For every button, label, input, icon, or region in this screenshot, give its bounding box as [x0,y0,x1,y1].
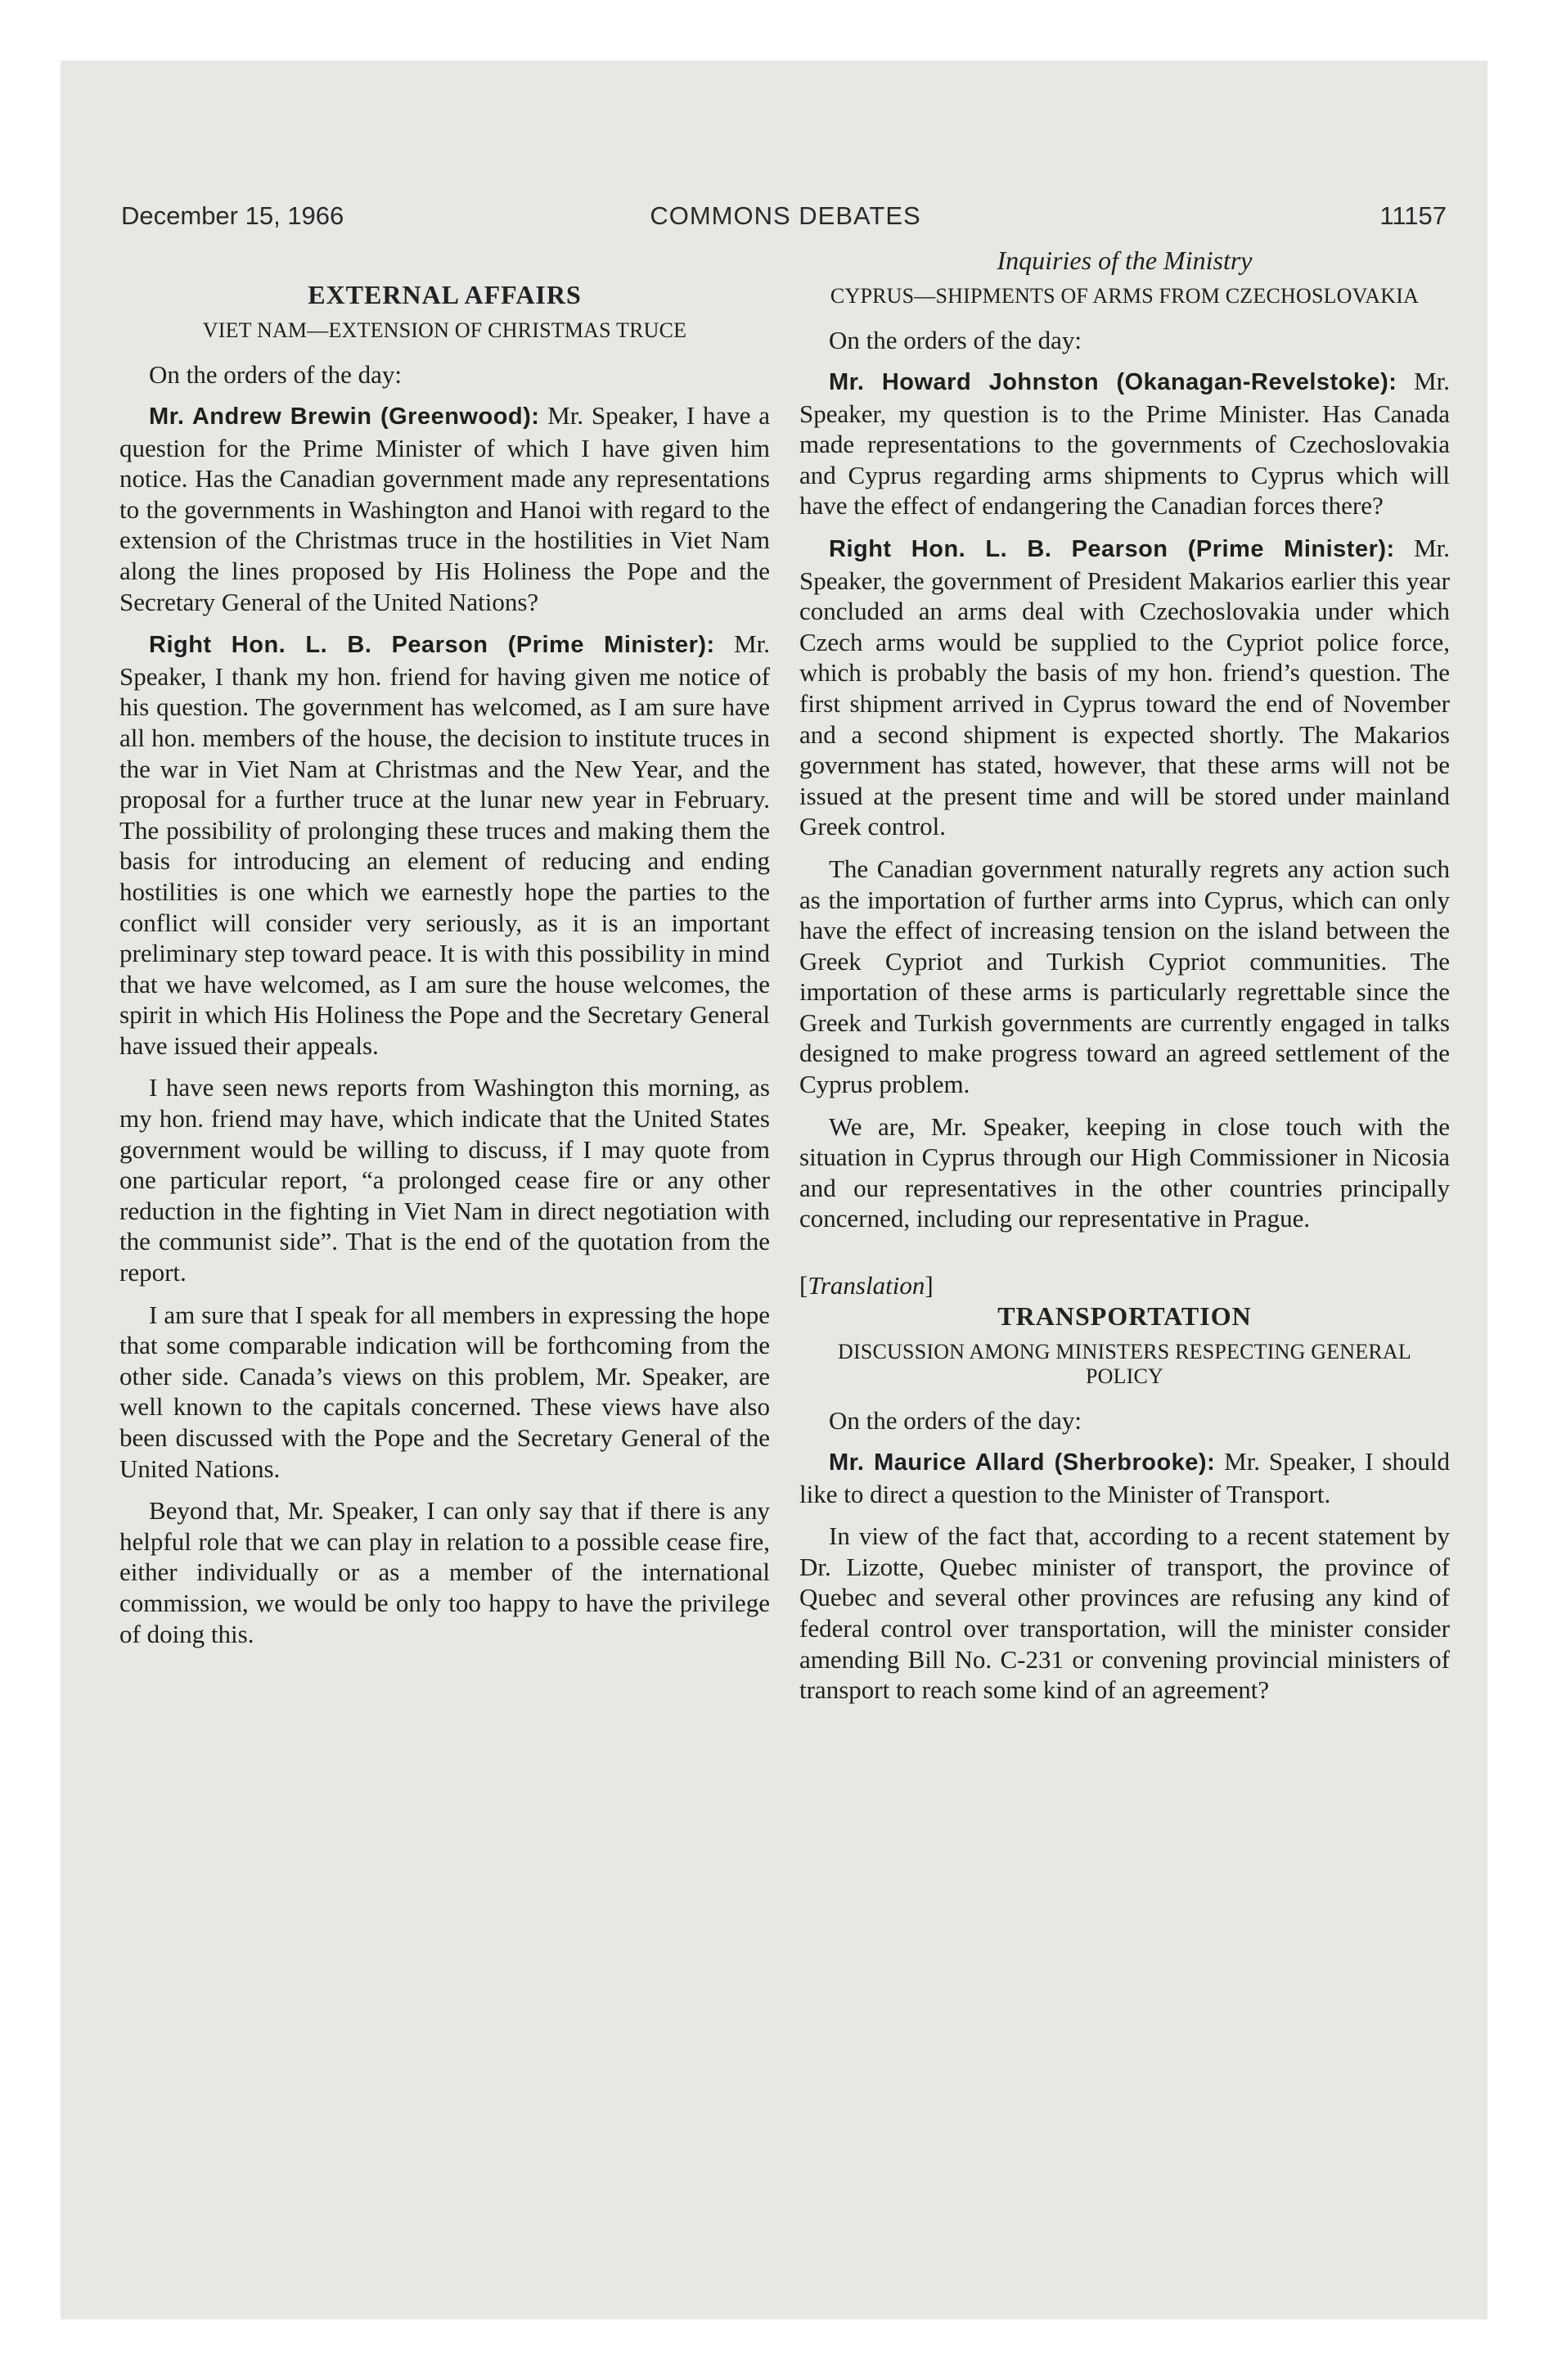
paragraph-johnston [799,366,1450,521]
page-header [121,201,1447,237]
bracket-close: ] [925,1271,934,1300]
paragraph-pearson [799,533,1450,842]
speech-text: Mr. Speaker, my question is to the Prime Minister. Has Canada made representations to the governments of Czechoslovakia and Cyprus regarding arms shipments to Cyprus which will have the effect of endangering the Canadian forces there? [799,367,1450,521]
paragraph-brewin [119,400,770,617]
subtitle-general-policy: DISCUSSION AMONG MINISTERS RESPECTING GENERAL POLICY [838,1340,1411,1389]
speech-text: Mr. Speaker, the government of President Makarios earlier this year concluded an arms deal with Czechoslovakia under which Czech arms would be supplied to the Cypriot police force, which is probably the basis of my hon. friend’s question. The first shipment arrived in Cyprus toward the end of November and a second shipment is expected shortly. The Makarios government has stated, however, that these arms will not be issued at the present time and will be stored under mainland Greek control. [799,533,1450,841]
header-date: December 15, 1966 [121,201,344,230]
header-title: COMMONS DEBATES [650,201,921,230]
paragraph: I am sure that I speak for all members in expressing the hope that some comparable indication will be forthcoming from the other side. Canada’s views on this problem, Mr. Speaker, are well known to the capitals concerned. These views have also been discussed with the Pope and the Secretary General of the United Nations. [119,1300,770,1483]
paragraph: Beyond that, Mr. Speaker, I can only say that if there is any helpful role that we can play in relation to a possible cease fire, either individually or as a member of the international commission, we would be only too happy to have the privilege of doing this. [119,1496,770,1648]
inquiries-heading: Inquiries of the Ministry [997,246,1253,275]
left-column [119,246,770,1661]
right-column [799,246,1450,1717]
speaker-name: Right Hon. L. B. Pearson (Prime Minister): [829,535,1395,562]
section-title-external-affairs: EXTERNAL AFFAIRS [308,280,582,309]
orders-of-the-day: On the orders of the day: [829,326,1082,354]
speaker-name: Mr. Andrew Brewin (Greenwood): [149,403,540,430]
paragraph-pearson [119,629,770,1061]
section-title-transportation: TRANSPORTATION [997,1301,1252,1332]
speaker-name: Right Hon. L. B. Pearson (Prime Minister): [149,632,715,659]
paragraph: In view of the fact that, according to a recent statement by Dr. Lizotte, Quebec minister of transport, the province of Quebec and several other provinces are refusing any kind of federal control over transportation, will the minister consider amending Bill No. C-231 or convening provincial ministers of transport to reach some kind of an agreement? [799,1521,1450,1705]
paragraph-allard [799,1446,1450,1509]
translation-label: Translation [808,1271,925,1300]
bracket-open: [ [799,1271,808,1300]
paragraph: The Canadian government naturally regrets any action such as the importation of further arms into Cyprus, which can only have the effect of increasing tension on the island between the Greek Cypriot and Turkish Cypriot communities. The importation of these arms is particularly regrettable since the Greek and Turkish governments are currently engaged in talks designed to make progress toward an agreed settlement of the Cyprus problem. [799,854,1450,1099]
speech-text: Mr. Speaker, I should like to direct a question to the Minister of Transport. [799,1447,1451,1508]
subtitle-cyprus: CYPRUS—SHIPMENTS OF ARMS FROM CZECHOSLOVAKIA [830,284,1420,308]
orders-of-the-day: On the orders of the day: [829,1406,1082,1436]
speech-text: Mr. Speaker, I have a question for the Prime Minister of which I have given him notice. Has the Canadian government made any representations to the governments in Washington and Hanoi with regard to the extension of the Christmas truce in the hostilities in Viet Nam along the lines proposed by His Holiness the Pope and the Secretary General of the United Nations? [119,401,770,616]
subtitle-viet-nam: VIET NAM—EXTENSION OF CHRISTMAS TRUCE [202,318,687,342]
paragraph: We are, Mr. Speaker, keeping in close touch with the situation in Cyprus through our High Commissioner in Nicosia and our representatives in the other countries principally concerned, including our representative in Prague. [799,1111,1450,1233]
paragraph: I have seen news reports from Washington this morning, as my hon. friend may have, which indicate that the United States government would be willing to discuss, if I may quote from one particular report, “a prolonged cease fire or any other reduction in the fighting in Viet Nam in direct negotiation with the communist side”. That is the end of the quotation from the report. [119,1073,770,1287]
translation-note [799,1270,1450,1301]
speaker-name: Mr. Howard Johnston (Okanagan-Revelstoke): [829,369,1397,395]
speaker-name: Mr. Maurice Allard (Sherbrooke): [829,1449,1216,1476]
header-page-number: 11157 [1379,201,1447,230]
speech-text: Mr. Speaker, I thank my hon. friend for having given me notice of his question. The government has welcomed, as I am sure have all hon. members of the house, the decision to institute truces in the war in Viet Nam at Christmas and the New Year, and the proposal for a further truce at the lunar new year in February. The possibility of prolonging these truces and making them the basis for introducing an element of reducing and ending hostilities is one which we earnestly hope the parties to the conflict will consider very seriously, as it is an important preliminary step toward peace. It is with this possibility in mind that we have welcomed, as I am sure the house welcomes, the spirit in which His Holiness the Pope and the Secretary General have issued their appeals. [119,629,770,1060]
orders-of-the-day: On the orders of the day: [149,360,403,389]
